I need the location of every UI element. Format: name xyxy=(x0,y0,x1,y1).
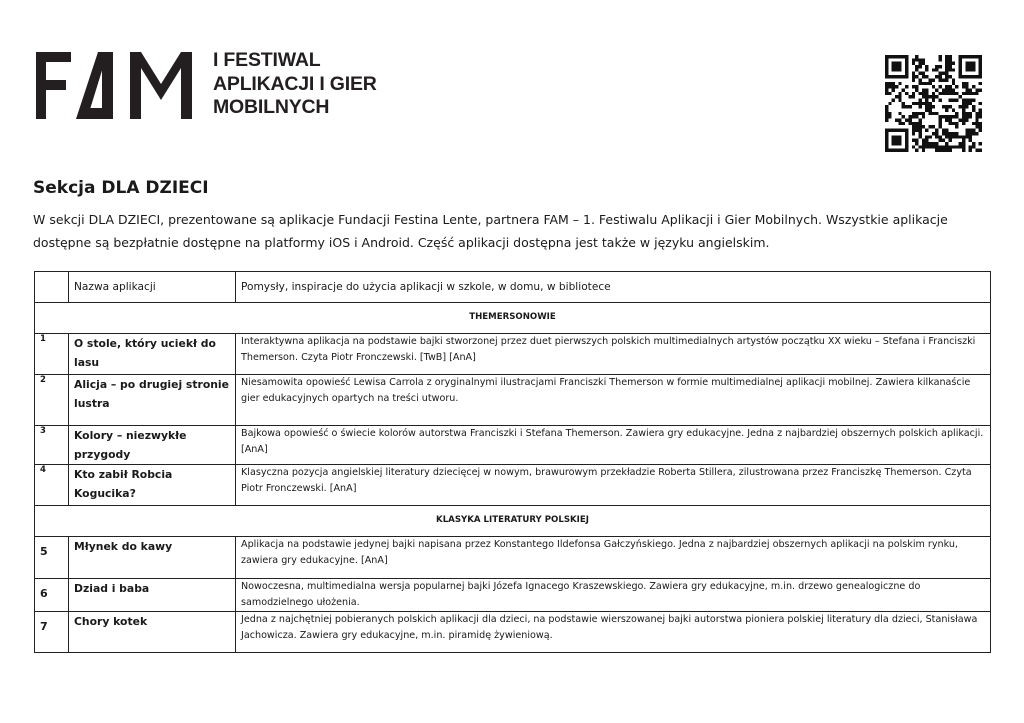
row-num: 2 xyxy=(35,375,69,426)
header-name-cell: Nazwa aplikacji xyxy=(69,272,236,303)
group-row xyxy=(35,506,991,537)
app-desc: Interaktywna aplikacja na podstawie bajki stworzonej przez duet pierwszych polskich multimedialnych artystów początku XX wieku – Stefana i Franciszki Themerson. Czyta Piotr Fronczewski. [TwB] [AnA] xyxy=(236,334,991,375)
app-name: Chory kotek xyxy=(69,612,236,653)
row-num: 6 xyxy=(35,579,69,612)
festival-line-2: APLIKACJI I GIER xyxy=(213,72,377,95)
row-num: 5 xyxy=(35,537,69,579)
table-row xyxy=(35,537,991,579)
app-desc: Aplikacja na podstawie jedynej bajki napisana przez Konstantego Ildefonsa Gałczyńskiego. Jedna z najbardziej obszernych aplikacji na polskim rynku, zawiera gry edukacyjne. [AnA] xyxy=(236,537,991,579)
app-name: Młynek do kawy xyxy=(69,537,236,579)
app-name: Kolory – niezwykłe przygody xyxy=(69,426,236,465)
row-num: 3 xyxy=(35,426,69,465)
table-row xyxy=(35,579,991,612)
apps-table xyxy=(34,271,991,653)
row-num: 1 xyxy=(35,334,69,375)
app-desc: Nowoczesna, multimedialna wersja popularnej bajki Józefa Ignacego Kraszewskiego. Zawiera gry edukacyjne, m.in. drzewo genealogiczne do samodzielnego ułożenia. xyxy=(236,579,991,612)
table-row xyxy=(35,334,991,375)
header-desc-cell: Pomysły, inspiracje do użycia aplikacji w szkole, w domu, w bibliotece xyxy=(236,272,991,303)
group-title: KLASYKA LITERATURY POLSKIEJ xyxy=(35,506,991,537)
qr-code xyxy=(885,55,982,152)
table-row xyxy=(35,426,991,465)
app-desc: Bajkowa opowieść o świecie kolorów autorstwa Franciszki i Stefana Themerson. Zawiera gry edukacyjne. Jedna z najbardziej obszernych polskich aplikacji. [AnA] xyxy=(236,426,991,465)
table-row xyxy=(35,375,991,426)
row-num: 4 xyxy=(35,465,69,506)
table-row xyxy=(35,612,991,653)
table-header-row xyxy=(35,272,991,303)
group-title: THEMERSONOWIE xyxy=(35,303,991,334)
section-intro: W sekcji DLA DZIECI, prezentowane są aplikacje Fundacji Festina Lente, partnera FAM – 1. Festiwalu Aplikacji i Gier Mobilnych. Wszystkie aplikacje dostępne są bezpłatnie dostępne na platformy iOS i Android. Część aplikacji dostępna jest także w języku angielskim. xyxy=(33,212,948,250)
group-row xyxy=(35,303,991,334)
festival-line-1: I FESTIWAL xyxy=(213,49,321,71)
app-name: O stole, który uciekł do lasu xyxy=(69,334,236,375)
table-row xyxy=(35,465,991,506)
section-title: Sekcja DLA DZIECI xyxy=(33,178,209,198)
header-num-cell xyxy=(35,272,69,303)
app-name: Alicja – po drugiej stronie lustra xyxy=(69,375,236,426)
festival-title xyxy=(213,49,377,120)
festival-line-3: MOBILNYCH xyxy=(213,96,330,118)
fam-logo xyxy=(36,52,196,119)
app-desc: Niesamowita opowieść Lewisa Carrola z oryginalnymi ilustracjami Franciszki Themerson w formie multimedialnej aplikacji mobilnej. Zawiera kilkanaście gier edukacyjnych opartych na treści utworu. xyxy=(236,375,991,426)
app-name: Dziad i baba xyxy=(69,579,236,612)
app-name: Kto zabił Robcia Kogucika? xyxy=(69,465,236,506)
app-desc: Jedna z najchętniej pobieranych polskich aplikacji dla dzieci, na podstawie wierszowanej bajki autorstwa pioniera polskiej literatury dla dzieci, Stanisława Jachowicza. Zawiera gry edukacyjne, m.in. piramidę żywieniową. xyxy=(236,612,991,653)
row-num: 7 xyxy=(35,612,69,653)
app-desc: Klasyczna pozycja angielskiej literatury dziecięcej w nowym, brawurowym przekładzie Roberta Stillera, zilustrowana przez Franciszkę Themerson. Czyta Piotr Fronczewski. [AnA] xyxy=(236,465,991,506)
